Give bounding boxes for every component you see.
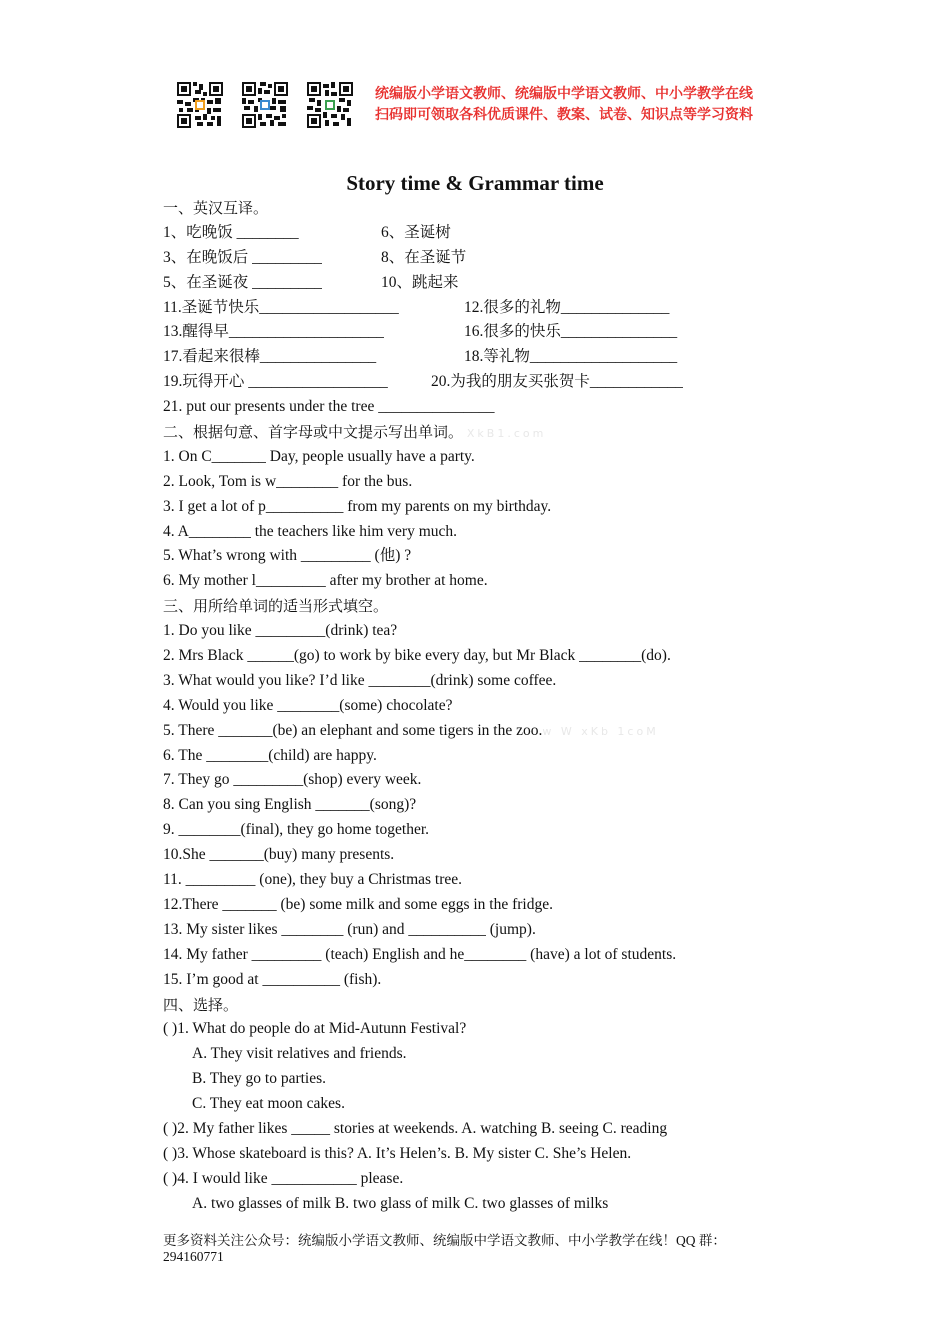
section-2-heading-row	[163, 420, 783, 445]
fill-item: 2. Look, Tom is w________ for the bus.	[163, 472, 413, 490]
choice-option: C. They eat moon cakes.	[192, 1095, 345, 1113]
form-item: 14. My father _________ (teach) English and he________ (have) a lot of students.	[163, 945, 677, 963]
choice-question: ( )3. Whose skateboard is this? A. It’s Helen’s. B. My sister C. She’s Helen.	[163, 1144, 632, 1162]
translate-item: 21. put our presents under the tree _______________	[163, 398, 495, 416]
watermark: w W xKb 1coM	[542, 724, 659, 738]
translate-row	[163, 296, 783, 321]
section-1-heading: 一、英汉互译。	[163, 199, 269, 217]
section-3-heading: 三、用所给单词的适当形式填空。	[163, 597, 389, 616]
header	[175, 80, 795, 132]
form-item: 9. ________(final), they go home together.	[163, 821, 430, 839]
fill-item: 5. What’s wrong with _________ (他) ?	[163, 547, 412, 565]
translate-row	[163, 221, 783, 246]
translate-item: 13.醒得早____________________	[163, 323, 384, 341]
fill-item: 4. A________ the teachers like him very much.	[163, 522, 458, 540]
translate-item: 1、吃晚饭 ________	[163, 223, 299, 241]
translate-item: 19.玩得开心 __________________	[163, 373, 388, 391]
fill-item: 1. On C_______ Day, people usually have a party.	[163, 447, 475, 465]
translate-item: 17.看起来很棒_______________	[163, 348, 377, 366]
choice-option: A. They visit relatives and friends.	[192, 1045, 407, 1063]
section-4-heading: 四、选择。	[163, 995, 239, 1014]
banner-line-2: 扫码即可领取各科优质课件、教案、试卷、知识点等学习资料	[375, 107, 753, 123]
qr-code-icon	[305, 80, 355, 130]
footer-line-2: 294160771	[163, 1249, 224, 1264]
watermark: XkB1.com	[466, 427, 547, 441]
promo-banner	[375, 84, 753, 126]
translate-item: 10、跳起来	[381, 273, 459, 291]
form-item: 2. Mrs Black ______(go) to work by bike every day, but Mr Black ________(do).	[163, 647, 671, 665]
translate-item: 11.圣诞节快乐__________________	[163, 298, 399, 316]
qr-code-icon	[175, 80, 225, 130]
choice-option: B. They go to parties.	[192, 1070, 327, 1088]
form-item: 5. There _______(be) an elephant and some tigers in the zoo.	[163, 721, 543, 739]
fill-item: 6. My mother l_________ after my brother at home.	[163, 572, 488, 590]
choice-question: ( )4. I would like ___________ please.	[163, 1169, 404, 1187]
translate-item: 5、在圣诞夜 _________	[163, 273, 322, 291]
page-title: Story time & Grammar time	[346, 171, 604, 195]
translate-item: 18.等礼物___________________	[464, 348, 678, 366]
banner-line-1: 统编版小学语文教师、统编版中学语文教师、中小学教学在线	[375, 86, 753, 102]
choice-question: ( )1. What do people do at Mid-Autunn Festival?	[163, 1020, 467, 1038]
translate-item: 3、在晚饭后 _________	[163, 248, 322, 266]
translate-item: 6、圣诞树	[381, 223, 451, 241]
translate-row	[163, 271, 783, 296]
translate-item: 16.很多的快乐_______________	[464, 323, 678, 341]
fill-item: 3. I get a lot of p__________ from my parents on my birthday.	[163, 497, 552, 515]
translate-item: 8、在圣诞节	[381, 248, 467, 266]
form-item: 1. Do you like _________(drink) tea?	[163, 622, 398, 640]
form-item: 7. They go _________(shop) every week.	[163, 771, 422, 789]
form-item: 11. _________ (one), they buy a Christmas tree.	[163, 871, 463, 889]
section-2-heading: 二、根据句意、首字母或中文提示写出单词。	[163, 423, 464, 442]
form-item: 3. What would you like? I’d like ________(drink) some coffee.	[163, 671, 557, 689]
form-item-row	[163, 719, 783, 744]
translate-row	[163, 320, 783, 345]
form-item: 6. The ________(child) are happy.	[163, 746, 377, 764]
translate-item: 20.为我的朋友买张贺卡____________	[431, 373, 683, 391]
footer-line-1: 更多资料关注公众号：统编版小学语文教师、统编版中学语文教师、中小学教学在线！QQ 群：	[163, 1233, 726, 1248]
translate-row	[163, 370, 783, 395]
choice-question: ( )2. My father likes _____ stories at weekends. A. watching B. seeing C. reading	[163, 1119, 668, 1137]
form-item: 12.There _______ (be) some milk and some eggs in the fridge.	[163, 895, 553, 913]
translate-row	[163, 345, 783, 370]
qr-code-icon	[240, 80, 290, 130]
form-item: 8. Can you sing English _______(song)?	[163, 796, 417, 814]
choice-option: A. two glasses of milk B. two glass of milk C. two glasses of milks	[192, 1194, 609, 1212]
footer	[163, 1233, 783, 1265]
form-item: 15. I’m good at __________ (fish).	[163, 970, 382, 988]
form-item: 13. My sister likes ________ (run) and __________ (jump).	[163, 920, 536, 938]
translate-item: 12.很多的礼物______________	[464, 298, 670, 316]
translate-row	[163, 246, 783, 271]
form-item: 4. Would you like ________(some) chocolate?	[163, 696, 453, 714]
worksheet-body	[163, 196, 783, 1217]
form-item: 10.She _______(buy) many presents.	[163, 846, 395, 864]
